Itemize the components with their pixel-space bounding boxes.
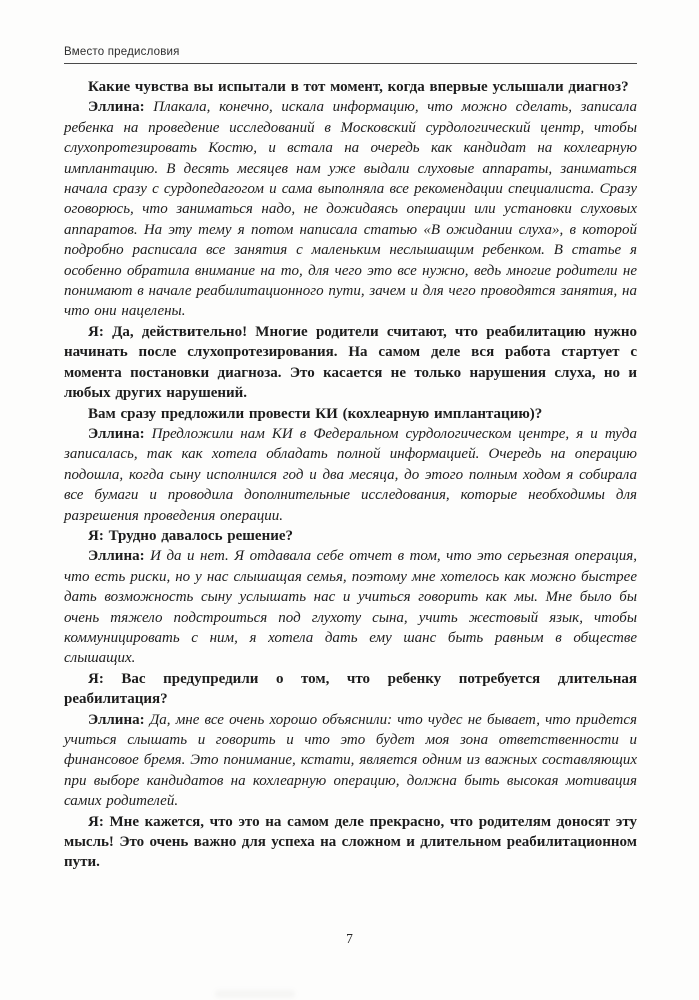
paragraph-text: Какие чувства вы испытали в тот момент, когда впервые услышали диагноз? (88, 79, 629, 95)
speaker-label: Эллина: (88, 425, 145, 442)
dialogue-text (64, 77, 637, 873)
page-number: 7 (346, 931, 353, 946)
paragraph-text: Вас предупредили о том, что ребенку потребуется длительная реабилитация? (64, 670, 637, 708)
scan-artifact (215, 990, 295, 998)
paragraph-text: Трудно давалось решение? (108, 527, 294, 544)
dialogue-paragraph-answer (64, 97, 637, 321)
paragraph-text: Плакала, конечно, искала информацию, что можно сделать, записала ребенка на проведение исследований в Московский сурдологический центр, чтобы слухопротезировать Костю, и встала на очередь как кандидат на кохлеарную имплантацию. В десять месяцев нам уже выдали слуховые аппараты, заниматься начала сразу с сурдопедагогом и сама выполняла все рекомендации специалиста. Сразу оговорюсь, что заниматься надо, не дожидаясь операции или установки слуховых аппаратов. На эту тему я потом написала статью «В ожидании слуха», в которой подробно расписала все занятия с маленьким неслышащим ребенком. В статье я особенно обратила внимание на то, для чего это все нужно, ведь многие родители не понимают в начале реабилитационного пути, зачем и для чего проводятся занятия, на что они нацелены. (64, 99, 637, 320)
paragraph-text: И да и нет. Я отдавала себе отчет в том, что это серьезная операция, что есть риски, но у нас слышащая семья, поэтому мне хотелось как можно быстрее дать возможность сыну услышать нас и учиться говорить как мы. Мне было бы очень тяжело подстроиться под глухоту сына, учить жестовый язык, чтобы коммуницировать с ним, я хотела дать ему шанс быть равным в обществе слышащих. (64, 548, 637, 667)
dialogue-paragraph-question (64, 404, 637, 424)
speaker-label: Эллина: (88, 548, 145, 565)
dialogue-paragraph-question (64, 77, 637, 97)
speaker-label: Я: (88, 670, 104, 687)
dialogue-paragraph-question (64, 669, 637, 710)
dialogue-paragraph-answer (64, 546, 637, 668)
dialogue-paragraph-question (64, 812, 637, 873)
speaker-label: Я: (88, 323, 104, 340)
paragraph-text: Да, действительно! Многие родители считают, что реабилитацию нужно начинать после слухопротезирования. На самом деле вся работа стартует с момента постановки диагноза. Это касается не только нарушения слуха, но и любых других нарушений. (64, 323, 638, 402)
dialogue-paragraph-question (64, 526, 637, 546)
page-content (64, 46, 637, 873)
running-header: Вместо предисловия (64, 46, 637, 64)
dialogue-paragraph-answer (64, 424, 637, 526)
paragraph-text: Вам сразу предложили провести КИ (кохлеарную имплантацию)? (88, 405, 543, 422)
dialogue-paragraph-question (64, 322, 637, 404)
speaker-label: Эллина: (88, 711, 145, 728)
speaker-label: Я: (88, 813, 104, 830)
paragraph-text: Да, мне все очень хорошо объяснили: что чудес не бывает, что придется учиться слышать и говорить и что это будет моя зона ответственности и финансовое бремя. Это понимание, кстати, является одним из важных составляющих при выборе кандидатов на кохлеарную операцию, должна быть высокая мотивация самих родителей. (64, 711, 637, 810)
speaker-label: Эллина: (88, 99, 145, 116)
speaker-label: Я: (88, 527, 104, 544)
dialogue-paragraph-answer (64, 710, 637, 812)
paragraph-text: Мне кажется, что это на самом деле прекрасно, что родителям доносят эту мысль! Это очень важно для успеха на сложном и длительном реабилитационном пути. (64, 813, 638, 871)
paragraph-text: Предложили нам КИ в Федеральном сурдологическом центре, я и туда записалась, так как хотела обладать полной информацией. Очередь на операцию подошла, когда сыну исполнился год и два месяца, до этого полным ходом я собирала все бумаги и проводила дополнительные исследования, которые необходимы для разрешения проведения операции. (64, 425, 637, 524)
